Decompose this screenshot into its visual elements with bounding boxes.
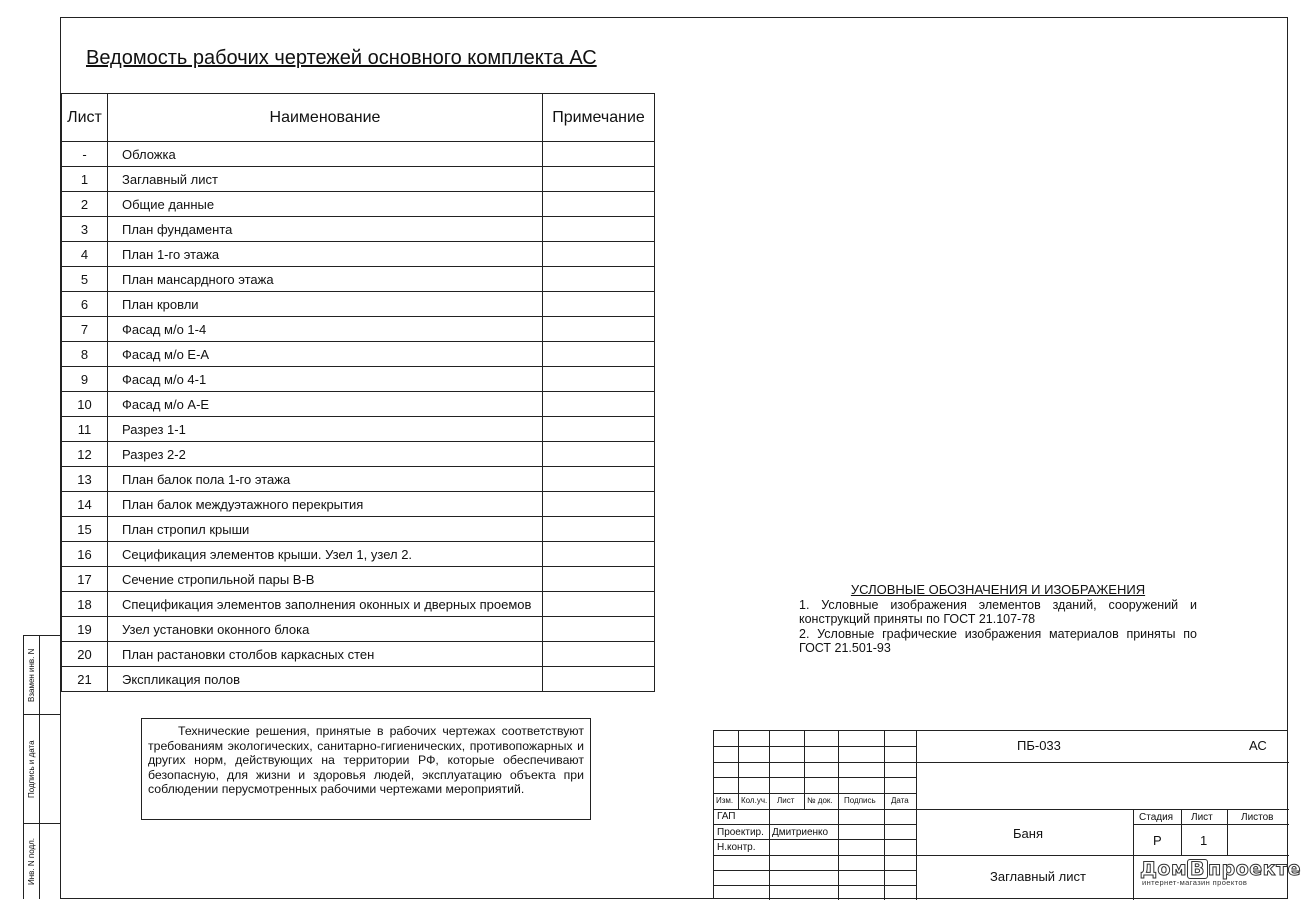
cell-note xyxy=(543,242,655,267)
project-mark: АС xyxy=(1249,738,1267,753)
sheets-label: Листов xyxy=(1241,812,1274,823)
cell-num: 7 xyxy=(62,317,108,342)
cell-num: 6 xyxy=(62,292,108,317)
header-name: Наименование xyxy=(108,94,543,142)
technical-note-box: Технические решения, принятые в рабочих чертежах соответствуют требованиям экологических, санитарно-гигиенических, противопожарных и других норм, действующих на территории РФ, которые обеспечивают безопасную, для жизни и здоровья людей, эксплуатацию объекта при соблюдении перусмотренных рабочими чертежами мероприятий. xyxy=(141,718,591,820)
cell-name: Фасад м/о А-Е xyxy=(108,392,543,417)
table-row xyxy=(62,392,655,417)
table-row xyxy=(62,492,655,517)
cell-name: Сецификация элементов крыши. Узел 1, узел 2. xyxy=(108,542,543,567)
table-row xyxy=(62,192,655,217)
cell-num: 5 xyxy=(62,267,108,292)
col-header-izm: Изм. xyxy=(716,796,734,805)
cell-name: Экспликация полов xyxy=(108,667,543,692)
cell-name: План фундамента xyxy=(108,217,543,242)
cell-note xyxy=(543,542,655,567)
cell-num: 14 xyxy=(62,492,108,517)
role-gap: ГАП xyxy=(717,811,736,822)
cell-name: Узел установки оконного блока xyxy=(108,617,543,642)
cell-num: - xyxy=(62,142,108,167)
cell-note xyxy=(543,417,655,442)
sheet-title: Заглавный лист xyxy=(990,869,1086,884)
cell-note xyxy=(543,292,655,317)
page-title: Ведомость рабочих чертежей основного комплекта АС xyxy=(86,47,597,69)
cell-name: План стропил крыши xyxy=(108,517,543,542)
object-name: Баня xyxy=(1013,826,1043,841)
sheets-table xyxy=(61,93,655,692)
logo-part-2: В xyxy=(1187,859,1208,879)
side-label-replace-inv: Взамен инв. N xyxy=(27,648,36,702)
cell-note xyxy=(543,642,655,667)
cell-num: 17 xyxy=(62,567,108,592)
designer-name: Дмитриенко xyxy=(772,827,829,838)
sheet-label: Лист xyxy=(1191,812,1213,823)
cell-name: Фасад м/о 1-4 xyxy=(108,317,543,342)
cell-name: Обложка xyxy=(108,142,543,167)
cell-name: Разрез 1-1 xyxy=(108,417,543,442)
cell-note xyxy=(543,517,655,542)
cell-num: 1 xyxy=(62,167,108,192)
table-row xyxy=(62,617,655,642)
cell-note xyxy=(543,267,655,292)
cell-name: Фасад м/о Е-А xyxy=(108,342,543,367)
side-cell-inv-original xyxy=(23,823,61,899)
legend-block xyxy=(799,583,1197,656)
col-header-list: Лист xyxy=(777,796,795,805)
cell-note xyxy=(543,142,655,167)
side-label-signature-date: Подпись и дата xyxy=(27,740,36,798)
table-row xyxy=(62,417,655,442)
table-row xyxy=(62,542,655,567)
cell-num: 2 xyxy=(62,192,108,217)
cell-note xyxy=(543,192,655,217)
brand-logo xyxy=(1140,858,1301,896)
logo-part-1: Дом xyxy=(1140,858,1188,880)
logo-part-3: проекте xyxy=(1208,858,1301,880)
logo-wordmark xyxy=(1140,858,1301,880)
cell-name: План 1-го этажа xyxy=(108,242,543,267)
table-row xyxy=(62,242,655,267)
cell-note xyxy=(543,492,655,517)
cell-note xyxy=(543,342,655,367)
cell-num: 18 xyxy=(62,592,108,617)
cell-num: 9 xyxy=(62,367,108,392)
table-row xyxy=(62,567,655,592)
cell-name: План мансардного этажа xyxy=(108,267,543,292)
cell-num: 16 xyxy=(62,542,108,567)
header-sheet: Лист xyxy=(62,94,108,142)
cell-name: План растановки столбов каркасных стен xyxy=(108,642,543,667)
table-row xyxy=(62,517,655,542)
side-cell-replace-inv xyxy=(23,635,61,715)
cell-name: Фасад м/о 4-1 xyxy=(108,367,543,392)
header-note: Примечание xyxy=(543,94,655,142)
cell-num: 15 xyxy=(62,517,108,542)
col-header-kol: Кол.уч. xyxy=(741,796,768,805)
stage-value: Р xyxy=(1153,833,1162,848)
table-row xyxy=(62,217,655,242)
table-row xyxy=(62,642,655,667)
stage-label: Стадия xyxy=(1139,812,1174,823)
cell-num: 3 xyxy=(62,217,108,242)
side-label-inv-original: Инв. N подл. xyxy=(27,837,36,886)
table-row xyxy=(62,292,655,317)
cell-note xyxy=(543,467,655,492)
cell-num: 19 xyxy=(62,617,108,642)
cell-note xyxy=(543,617,655,642)
side-cell-signature-date xyxy=(23,714,61,824)
cell-note xyxy=(543,567,655,592)
table-row xyxy=(62,342,655,367)
cell-note xyxy=(543,442,655,467)
cell-name: Общие данные xyxy=(108,192,543,217)
role-designer: Проектир. xyxy=(717,827,764,838)
cell-note xyxy=(543,667,655,692)
table-row xyxy=(62,267,655,292)
table-row xyxy=(62,667,655,692)
cell-num: 21 xyxy=(62,667,108,692)
table-row xyxy=(62,442,655,467)
col-header-date: Дата xyxy=(891,796,909,805)
cell-num: 4 xyxy=(62,242,108,267)
legend-item-1: 1. Условные изображения элементов зданий, сооружений и конструкций приняты по ГОСТ 21.107-78 xyxy=(799,597,1197,626)
logo-tagline: интернет-магазин проектов xyxy=(1142,878,1248,887)
cell-note xyxy=(543,217,655,242)
cell-num: 8 xyxy=(62,342,108,367)
cell-name: План кровли xyxy=(108,292,543,317)
cell-num: 12 xyxy=(62,442,108,467)
col-header-sign: Подпись xyxy=(844,796,876,805)
role-normcontrol: Н.контр. xyxy=(717,842,756,853)
cell-note xyxy=(543,317,655,342)
cell-note xyxy=(543,592,655,617)
project-code: ПБ-033 xyxy=(1017,738,1061,753)
cell-name: Заглавный лист xyxy=(108,167,543,192)
table-row xyxy=(62,467,655,492)
col-header-doc: № док. xyxy=(807,796,833,805)
table-row xyxy=(62,317,655,342)
cell-note xyxy=(543,167,655,192)
legend-heading: УСЛОВНЫЕ ОБОЗНАЧЕНИЯ И ИЗОБРАЖЕНИЯ xyxy=(850,582,1146,597)
cell-name: Спецификация элементов заполнения оконных и дверных проемов xyxy=(108,592,543,617)
cell-name: Разрез 2-2 xyxy=(108,442,543,467)
cell-note xyxy=(543,392,655,417)
table-row xyxy=(62,142,655,167)
cell-name: План балок пола 1-го этажа xyxy=(108,467,543,492)
cell-num: 20 xyxy=(62,642,108,667)
table-header-row xyxy=(62,94,655,142)
cell-num: 11 xyxy=(62,417,108,442)
table-row xyxy=(62,592,655,617)
cell-name: Сечение стропильной пары В-В xyxy=(108,567,543,592)
cell-name: План балок междуэтажного перекрытия xyxy=(108,492,543,517)
table-row xyxy=(62,367,655,392)
cell-num: 10 xyxy=(62,392,108,417)
cell-num: 13 xyxy=(62,467,108,492)
cell-note xyxy=(543,367,655,392)
table-row xyxy=(62,167,655,192)
legend-item-2: 2. Условные графические изображения материалов приняты по ГОСТ 21.501-93 xyxy=(799,626,1197,655)
sheet-value: 1 xyxy=(1200,833,1208,848)
